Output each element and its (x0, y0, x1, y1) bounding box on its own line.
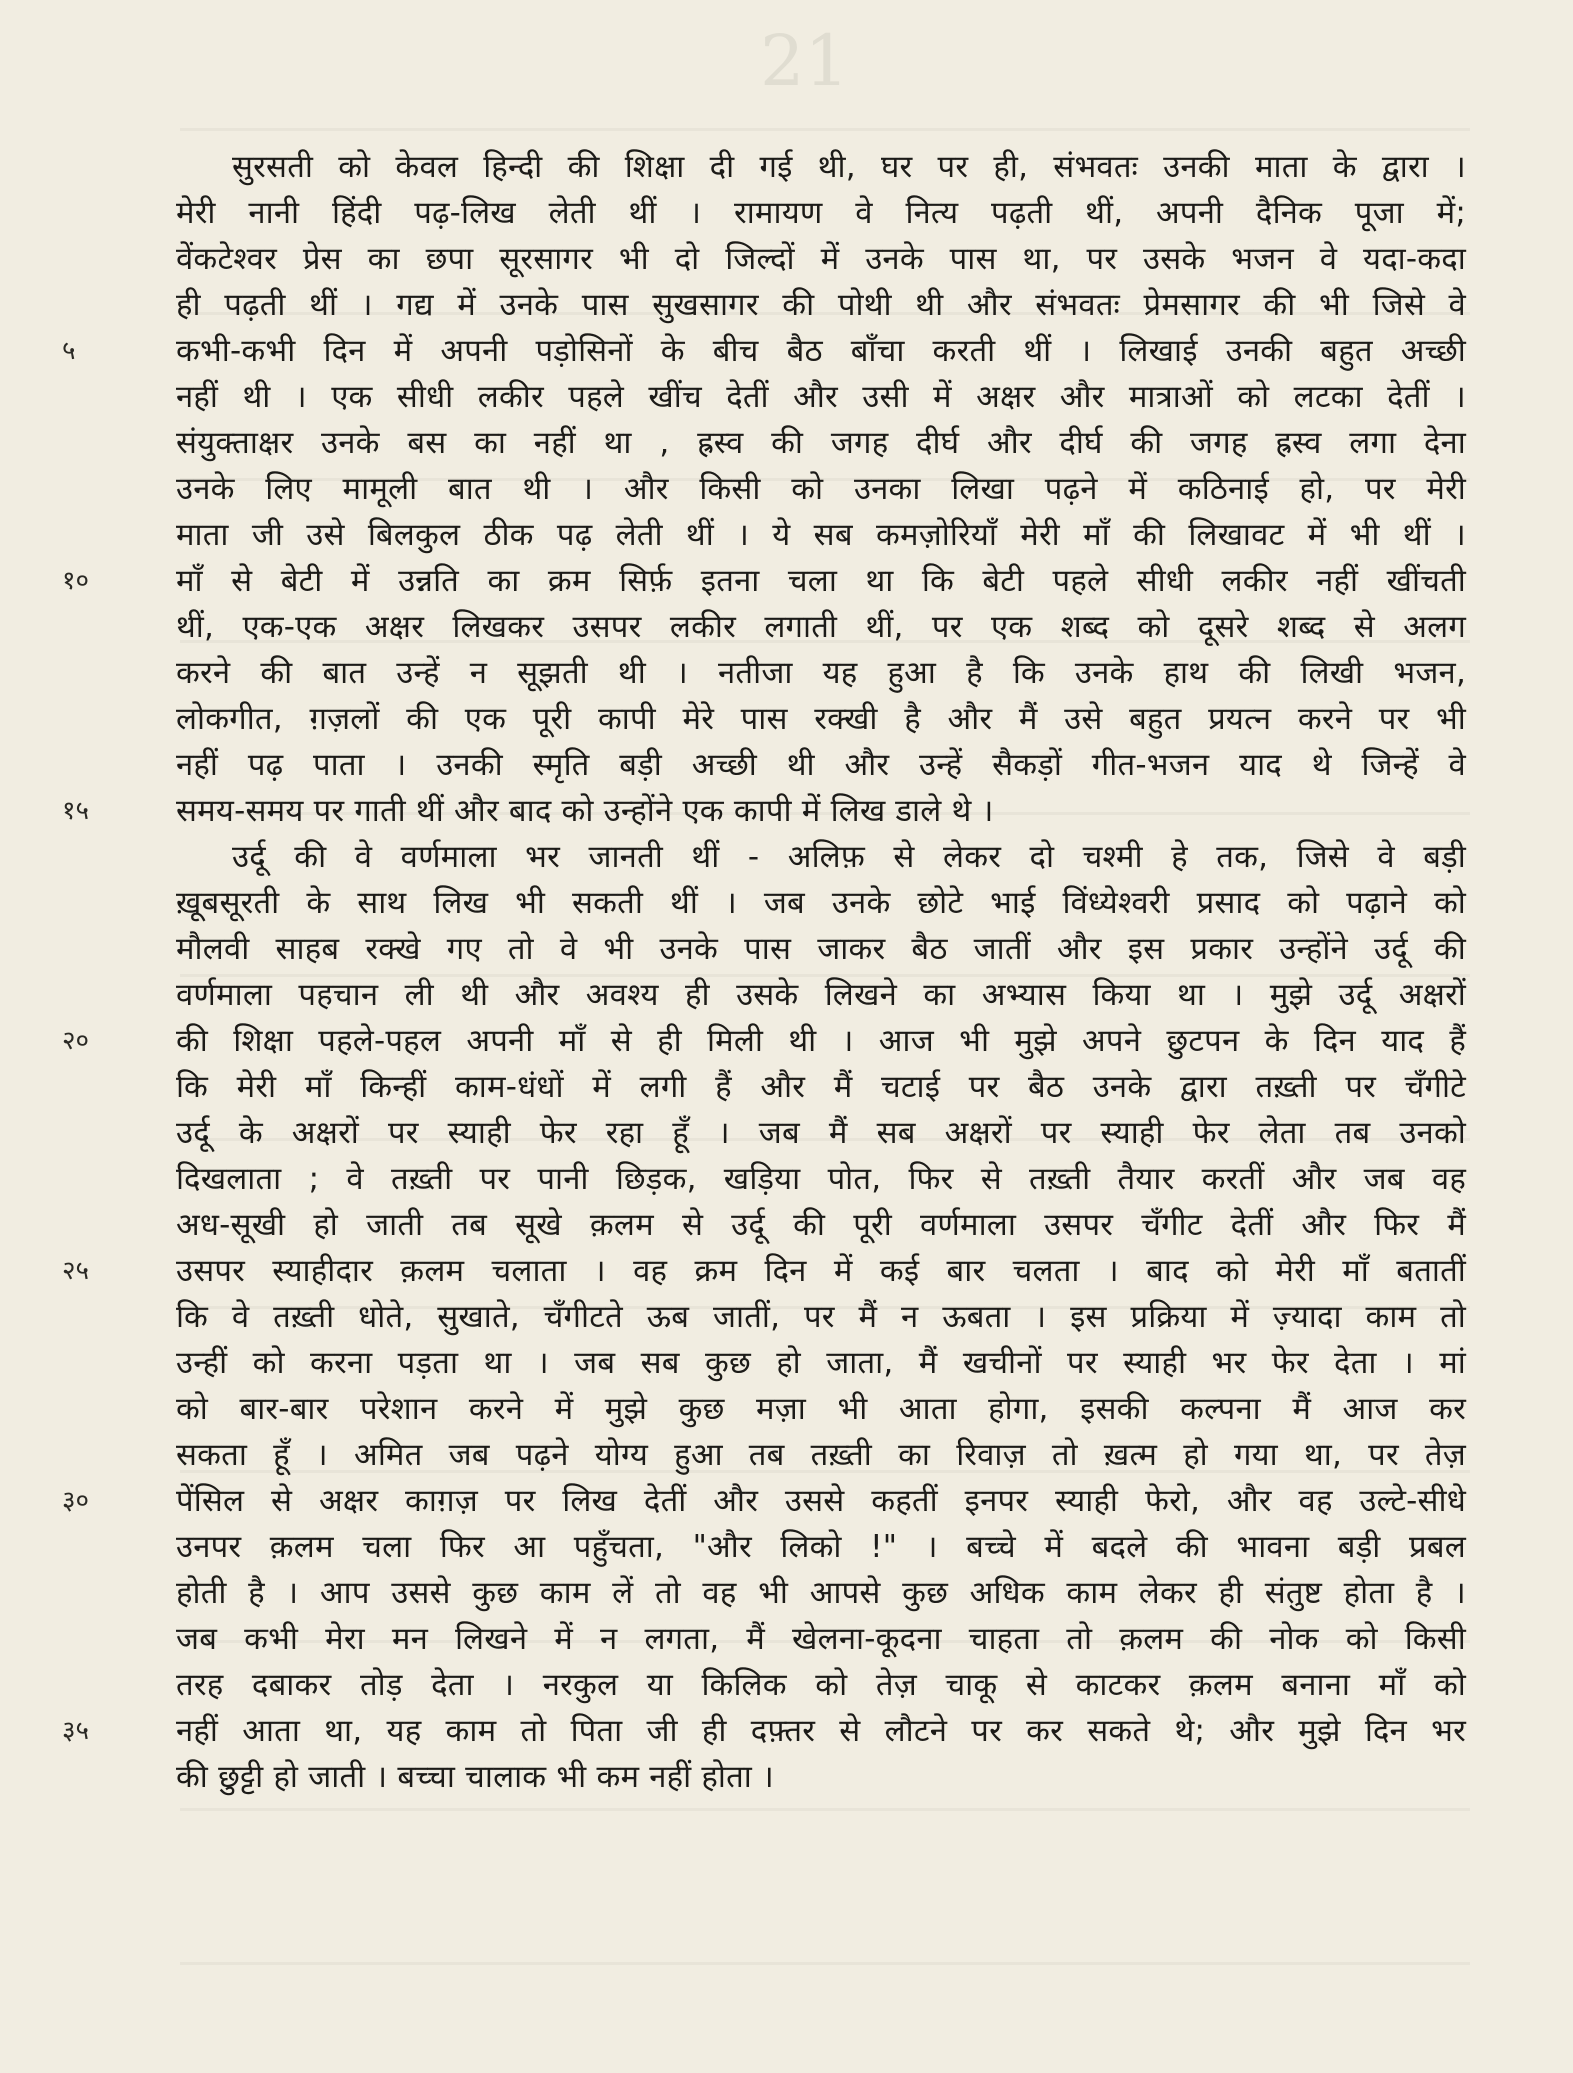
text-line: सकता हूँ । अमित जब पढ़ने योग्य हुआ तब तख़्ती का रिवाज़ तो ख़त्म हो गया था, पर तेज़ (176, 1437, 1466, 1473)
text-line: जब कभी मेरा मन लिखने में न लगता, मैं खेलना-कूदना चाहता तो क़लम की नोक को किसी (176, 1621, 1466, 1657)
text-line: सुरसती को केवल हिन्दी की शिक्षा दी गई थी, घर पर ही, संभवतः उनकी माता के द्वारा । (232, 149, 1466, 185)
line-number: १५ (62, 796, 90, 826)
text-line: मेरी नानी हिंदी पढ़-लिख लेती थीं । रामायण वे नित्य पढ़ती थीं, अपनी दैनिक पूजा में; (176, 195, 1466, 231)
text-line: संयुक्ताक्षर उनके बस का नहीं था , ह्रस्व की जगह दीर्घ और दीर्घ की जगह ह्रस्व लगा देना (176, 425, 1466, 461)
text-line: करने की बात उन्हें न सूझती थी । नतीजा यह हुआ है कि उनके हाथ की लिखी भजन, (176, 655, 1466, 691)
text-line: की छुट्टी हो जाती । बच्चा चालाक भी कम नहीं होता । (176, 1759, 774, 1795)
text-line: नहीं पढ़ पाता । उनकी स्मृति बड़ी अच्छी थी और उन्हें सैकड़ों गीत-भजन याद थे जिन्हें वे (176, 747, 1466, 783)
text-line: अध-सूखी हो जाती तब सूखे क़लम से उर्दू की पूरी वर्णमाला उसपर चँगीट देतीं और फिर मैं (176, 1207, 1466, 1243)
text-line: की शिक्षा पहले-पहल अपनी माँ से ही मिली थी । आज भी मुझे अपने छुटपन के दिन याद हैं (176, 1023, 1466, 1059)
text-line: को बार-बार परेशान करने में मुझे कुछ मज़ा भी आता होगा, इसकी कल्पना मैं आज कर (176, 1391, 1466, 1427)
text-line: नहीं आता था, यह काम तो पिता जी ही दफ़्तर से लौटने पर कर सकते थे; और मुझे दिन भर (176, 1713, 1466, 1749)
text-line: तरह दबाकर तोड़ देता । नरकुल या किलिक को तेज़ चाकू से काटकर क़लम बनाना माँ को (176, 1667, 1466, 1703)
text-line: उनके लिए मामूली बात थी । और किसी को उनका लिखा पढ़ने में कठिनाई हो, पर मेरी (176, 471, 1466, 507)
text-line: ख़ूबसूरती के साथ लिख भी सकती थीं । जब उनके छोटे भाई विंध्येश्वरी प्रसाद को पढ़ाने को (176, 885, 1466, 921)
text-line: उन्हीं को करना पड़ता था । जब सब कुछ हो जाता, मैं खचीनों पर स्याही भर फेर देता । मां (176, 1345, 1466, 1381)
text-line: कि वे तख़्ती धोते, सुखाते, चँगीटते ऊब जातीं, पर मैं न ऊबता । इस प्रक्रिया में ज़्यादा काम तो (176, 1299, 1466, 1335)
text-line: वर्णमाला पहचान ली थी और अवश्य ही उसके लिखने का अभ्यास किया था । मुझे उर्दू अक्षरों (176, 977, 1466, 1013)
text-line: उर्दू के अक्षरों पर स्याही फेर रहा हूँ । जब मैं सब अक्षरों पर स्याही फेर लेता तब उनको (176, 1115, 1466, 1151)
text-line: समय-समय पर गाती थीं और बाद को उन्होंने एक कापी में लिख डाले थे । (176, 793, 994, 829)
text-line: उर्दू की वे वर्णमाला भर जानती थीं - अलिफ़ से लेकर दो चश्मी हे तक, जिसे वे बड़ी (232, 839, 1466, 875)
bleed-page-number: 21 (760, 20, 850, 102)
text-line: दिखलाता ; वे तख़्ती पर पानी छिड़क, खड़िया पोत, फिर से तख़्ती तैयार करतीं और जब वह (176, 1161, 1466, 1197)
text-line: कि मेरी माँ किन्हीं काम-धंधों में लगी हैं और मैं चटाई पर बैठ उनके द्वारा तख़्ती पर चँगीटे (176, 1069, 1466, 1105)
text-line: थीं, एक-एक अक्षर लिखकर उसपर लकीर लगाती थीं, पर एक शब्द को दूसरे शब्द से अलग (176, 609, 1466, 645)
line-number: ५ (62, 336, 76, 366)
text-line: ही पढ़ती थीं । गद्य में उनके पास सुखसागर की पोथी थी और संभवतः प्रेमसागर की भी जिसे वे (176, 287, 1466, 323)
line-number: ३० (62, 1486, 90, 1516)
text-line: माँ से बेटी में उन्नति का क्रम सिर्फ़ इतना चला था कि बेटी पहले सीधी लकीर नहीं खींचती (176, 563, 1466, 599)
text-line: नहीं थी । एक सीधी लकीर पहले खींच देतीं और उसी में अक्षर और मात्राओं को लटका देतीं । (176, 379, 1466, 415)
line-number: २५ (62, 1256, 90, 1286)
text-line: वेंकटेश्वर प्रेस का छपा सूरसागर भी दो जिल्दों में उनके पास था, पर उसके भजन वे यदा-कदा (176, 241, 1466, 277)
text-line: होती है । आप उससे कुछ काम लें तो वह भी आपसे कुछ अधिक काम लेकर ही संतुष्ट होता है । (176, 1575, 1466, 1611)
text-line: मौलवी साहब रक्खे गए तो वे भी उनके पास जाकर बैठ जातीं और इस प्रकार उन्होंने उर्दू की (176, 931, 1466, 967)
text-line: कभी-कभी दिन में अपनी पड़ोसिनों के बीच बैठ बाँचा करती थीं । लिखाई उनकी बहुत अच्छी (176, 333, 1466, 369)
text-line: उनपर क़लम चला फिर आ पहुँचता, "और लिको !" । बच्चे में बदले की भावना बड़ी प्रबल (176, 1529, 1466, 1565)
line-number: १० (62, 566, 90, 596)
text-line: लोकगीत, ग़ज़लों की एक पूरी कापी मेरे पास रक्खी है और मैं उसे बहुत प्रयत्न करने पर भी (176, 701, 1466, 737)
line-number: ३५ (62, 1716, 90, 1746)
text-line: पेंसिल से अक्षर काग़ज़ पर लिख देतीं और उससे कहतीं इनपर स्याही फेरो, और वह उल्टे-सीधे (176, 1483, 1466, 1519)
text-line: उसपर स्याहीदार क़लम चलाता । वह क्रम दिन में कई बार चलता । बाद को मेरी माँ बतातीं (176, 1253, 1466, 1289)
line-number: २० (62, 1026, 90, 1056)
text-line: माता जी उसे बिलकुल ठीक पढ़ लेती थीं । ये सब कमज़ोरियाँ मेरी माँ की लिखावट में भी थीं । (176, 517, 1466, 553)
